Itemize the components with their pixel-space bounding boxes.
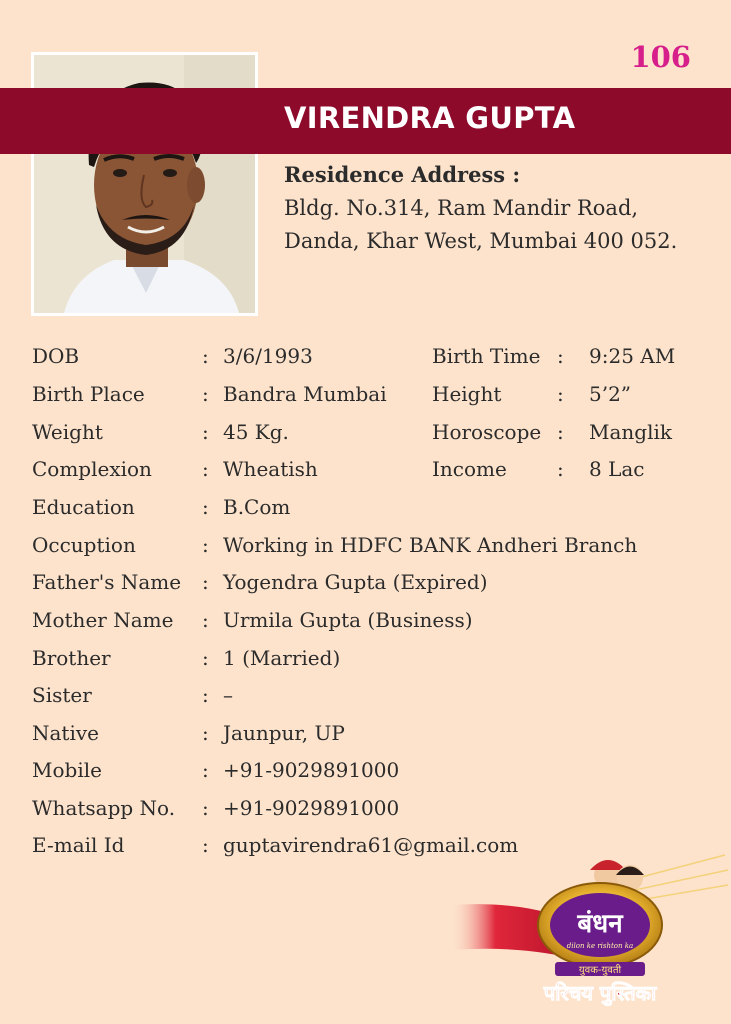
- detail-value: +91-9029891000: [223, 758, 400, 782]
- detail-colon: :: [202, 646, 209, 670]
- detail-colon: :: [202, 833, 209, 857]
- detail-label: Father's Name: [32, 570, 182, 594]
- detail-colon-right: :: [557, 344, 564, 368]
- detail-label: Native: [32, 721, 99, 745]
- detail-value-right: 9:25 AM: [589, 344, 676, 368]
- logo-title: बंधन: [577, 909, 623, 939]
- address-line-1: Bldg. No.314, Ram Mandir Road,: [284, 196, 639, 220]
- profile-name: VIRENDRA GUPTA: [284, 101, 576, 135]
- detail-value: guptavirendra61@gmail.com: [223, 833, 519, 857]
- address-line-2: Danda, Khar West, Mumbai 400 052.: [284, 229, 678, 253]
- detail-label: Sister: [32, 683, 92, 707]
- bandhan-logo: [450, 850, 730, 1020]
- detail-colon: :: [202, 344, 209, 368]
- detail-label: Whatsapp No.: [32, 796, 176, 820]
- detail-colon: :: [202, 382, 209, 406]
- detail-colon: :: [202, 495, 209, 519]
- detail-label-right: Income: [432, 457, 507, 481]
- detail-colon: :: [202, 457, 209, 481]
- address-label: Residence Address :: [284, 162, 521, 187]
- logo-subtitle: युवक-युवती: [578, 965, 622, 976]
- detail-label: Weight: [32, 420, 103, 444]
- logo-bottom: परिचय पुस्तिका: [543, 981, 657, 1005]
- detail-value: Wheatish: [223, 457, 318, 481]
- detail-colon: :: [202, 758, 209, 782]
- detail-label: Brother: [32, 646, 111, 670]
- detail-value: B.Com: [223, 495, 291, 519]
- detail-colon: :: [202, 420, 209, 444]
- detail-value: Urmila Gupta (Business): [223, 608, 473, 632]
- detail-colon: :: [202, 570, 209, 594]
- detail-colon: :: [202, 796, 209, 820]
- detail-colon-right: :: [557, 382, 564, 406]
- detail-colon: :: [202, 721, 209, 745]
- detail-label: Mobile: [32, 758, 102, 782]
- detail-label: Education: [32, 495, 135, 519]
- detail-value-right: 8 Lac: [589, 457, 645, 481]
- detail-colon: :: [202, 683, 209, 707]
- detail-label: E-mail Id: [32, 833, 125, 857]
- detail-value: +91-9029891000: [223, 796, 400, 820]
- detail-value: 45 Kg.: [223, 420, 289, 444]
- detail-value: –: [223, 683, 233, 707]
- detail-colon: :: [202, 533, 209, 557]
- detail-label-right: Horoscope: [432, 420, 542, 444]
- detail-label: Birth Place: [32, 382, 145, 406]
- detail-label-right: Height: [432, 382, 502, 406]
- detail-value-right: Manglik: [589, 420, 672, 444]
- detail-colon-right: :: [557, 420, 564, 444]
- detail-label: Occuption: [32, 533, 136, 557]
- detail-label: Complexion: [32, 457, 152, 481]
- detail-value: 3/6/1993: [223, 344, 313, 368]
- detail-value: Jaunpur, UP: [223, 721, 345, 745]
- detail-value-right: 5’2”: [589, 382, 632, 406]
- page-number: 106: [630, 40, 691, 74]
- detail-colon: :: [202, 608, 209, 632]
- detail-label: DOB: [32, 344, 80, 368]
- detail-value: Working in HDFC BANK Andheri Branch: [223, 533, 638, 557]
- detail-label: Mother Name: [32, 608, 174, 632]
- detail-colon-right: :: [557, 457, 564, 481]
- detail-value: Yogendra Gupta (Expired): [223, 570, 488, 594]
- detail-value: 1 (Married): [223, 646, 341, 670]
- detail-value: Bandra Mumbai: [223, 382, 387, 406]
- logo-tagline: dilon ke rishton ka: [566, 942, 634, 950]
- detail-label-right: Birth Time: [432, 344, 541, 368]
